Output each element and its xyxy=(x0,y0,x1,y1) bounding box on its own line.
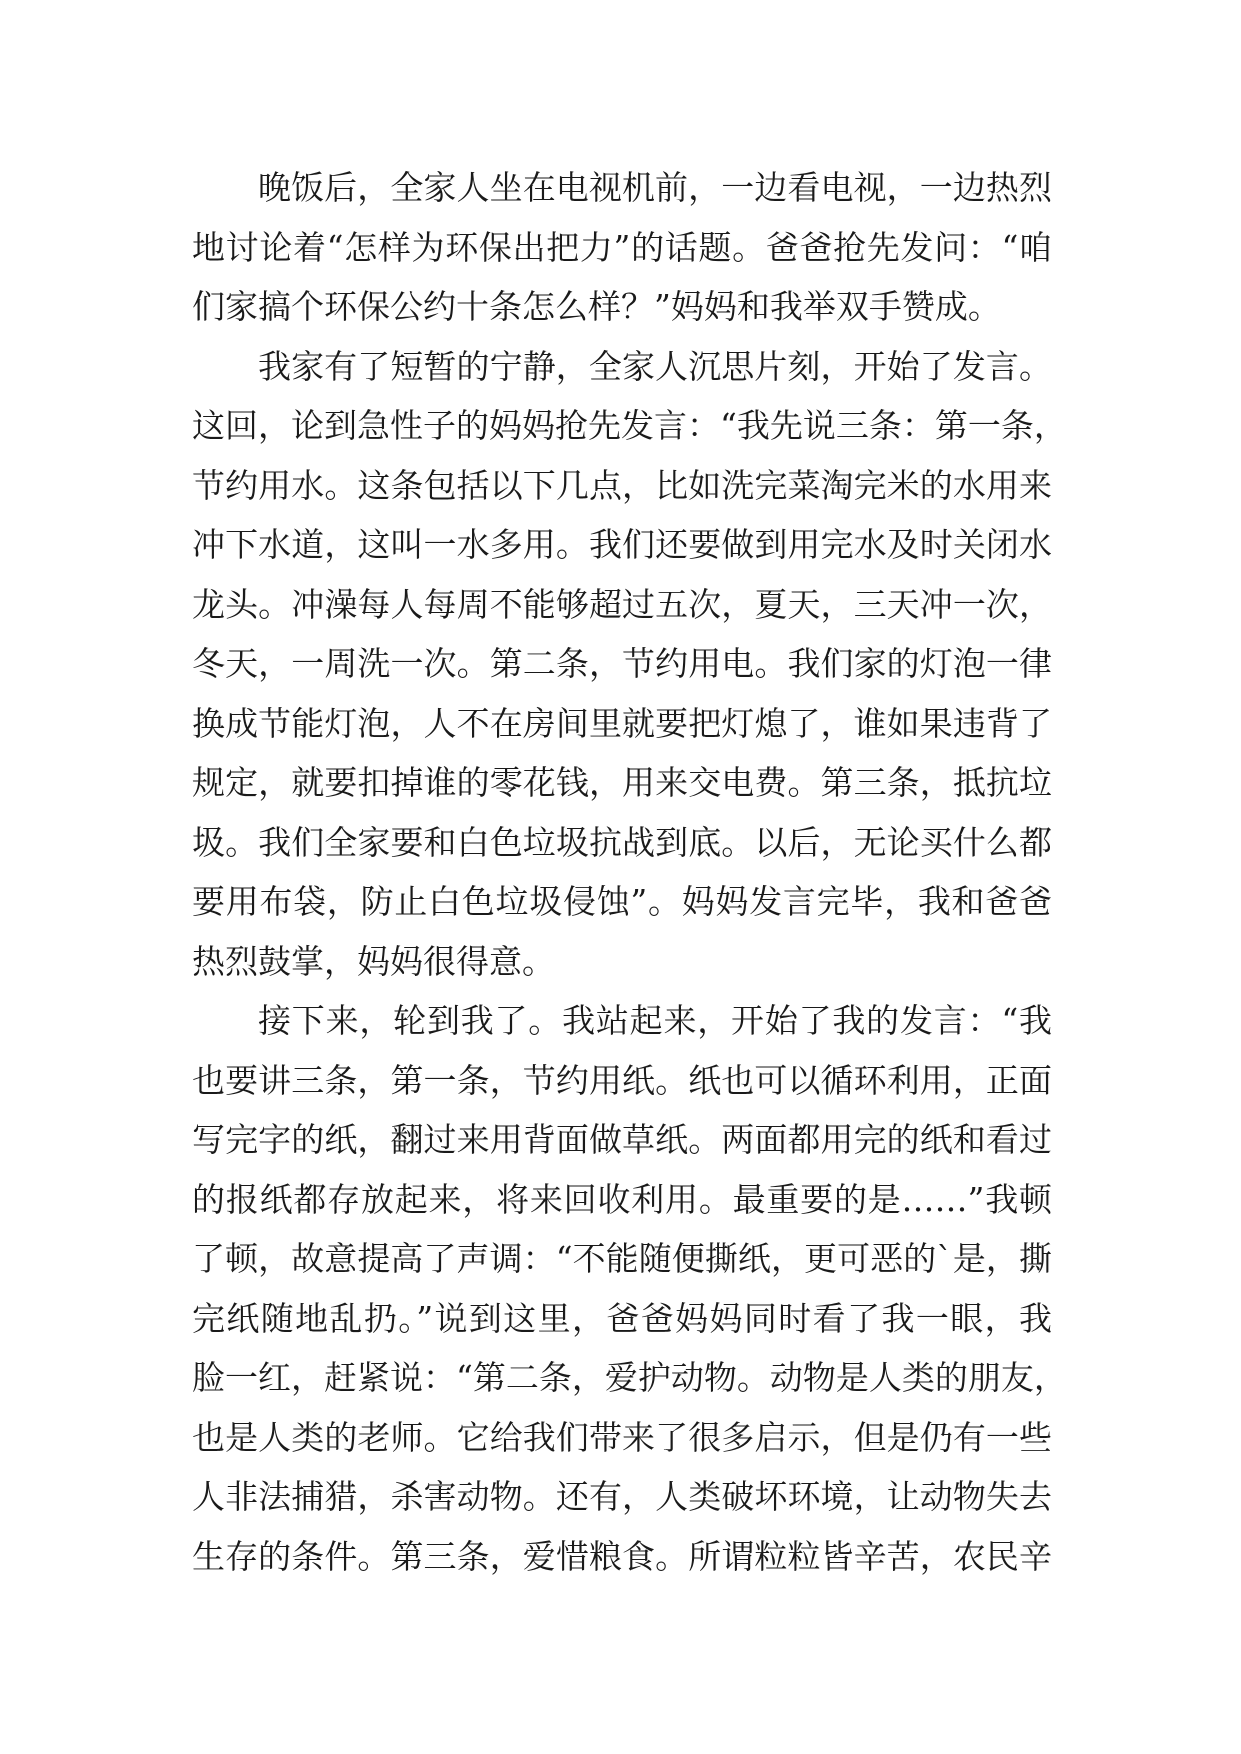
text-line: 我家有了短暂的宁静，全家人沉思片刻，开始了发言。 xyxy=(258,346,1052,386)
text-line: 冬天，一周洗一次。第二条，节约用电。我们家的灯泡一律 xyxy=(192,644,1052,683)
text-line: 们家搞个环保公约十条怎么样？”妈妈和我举双手赞成。 xyxy=(192,287,1001,326)
text-line: 节约用水。这条包括以下几点，比如洗完菜淘完米的水用来 xyxy=(192,465,1052,505)
text-line: 这回，论到急性子的妈妈抢先发言：“我先说三条：第一条， xyxy=(192,406,1067,445)
text-line: 晚饭后，全家人坐在电视机前，一边看电视，一边热烈 xyxy=(258,168,1052,207)
text-line: 要用布袋，防止白色垃圾侵蚀”。妈妈发言完毕，我和爸爸 xyxy=(192,882,1052,921)
text-line: 规定，就要扣掉谁的零花钱，用来交电费。第三条，抵抗垃 xyxy=(192,763,1052,802)
text-line: 也是人类的老师。它给我们带来了很多启示，但是仍有一些 xyxy=(192,1417,1052,1457)
text-line: 的报纸都存放起来，将来回收利用。最重要的是……”我顿 xyxy=(192,1179,1052,1219)
text-line: 生存的条件。第三条，爱惜粮食。所谓粒粒皆辛苦，农民辛 xyxy=(192,1536,1052,1576)
text-line: 写完字的纸，翻过来用背面做草纸。两面都用完的纸和看过 xyxy=(192,1120,1052,1159)
text-line: 冲下水道，这叫一水多用。我们还要做到用完水及时关闭水 xyxy=(192,525,1052,564)
text-line: 接下来，轮到我了。我站起来，开始了我的发言：“我 xyxy=(258,1001,1052,1040)
text-line: 热烈鼓掌，妈妈很得意。 xyxy=(192,941,555,981)
body-text xyxy=(192,158,1067,1586)
text-line: 换成节能灯泡，人不在房间里就要把灯熄了，谁如果违背了 xyxy=(192,703,1052,743)
paragraph-3 xyxy=(192,991,1067,1586)
text-line: 完纸随地乱扔。”说到这里，爸爸妈妈同时看了我一眼，我 xyxy=(192,1298,1052,1338)
text-line: 了顿，故意提高了声调：“不能随便撕纸，更可恶的`是，撕 xyxy=(192,1239,1052,1278)
paragraph-2 xyxy=(192,337,1067,992)
text-line: 龙头。冲澡每人每周不能够超过五次，夏天，三天冲一次， xyxy=(192,584,1052,624)
text-line: 人非法捕猎，杀害动物。还有，人类破坏环境，让动物失去 xyxy=(192,1477,1052,1516)
text-line: 地讨论着“怎样为环保出把力”的话题。爸爸抢先发问：“咱 xyxy=(192,227,1052,267)
text-line: 圾。我们全家要和白色垃圾抗战到底。以后，无论买什么都 xyxy=(192,822,1052,862)
paragraph-1 xyxy=(192,158,1052,337)
text-line: 脸一红，赶紧说：“第二条，爱护动物。动物是人类的朋友， xyxy=(192,1358,1067,1397)
text-line: 也要讲三条，第一条，节约用纸。纸也可以循环利用，正面 xyxy=(192,1060,1052,1100)
